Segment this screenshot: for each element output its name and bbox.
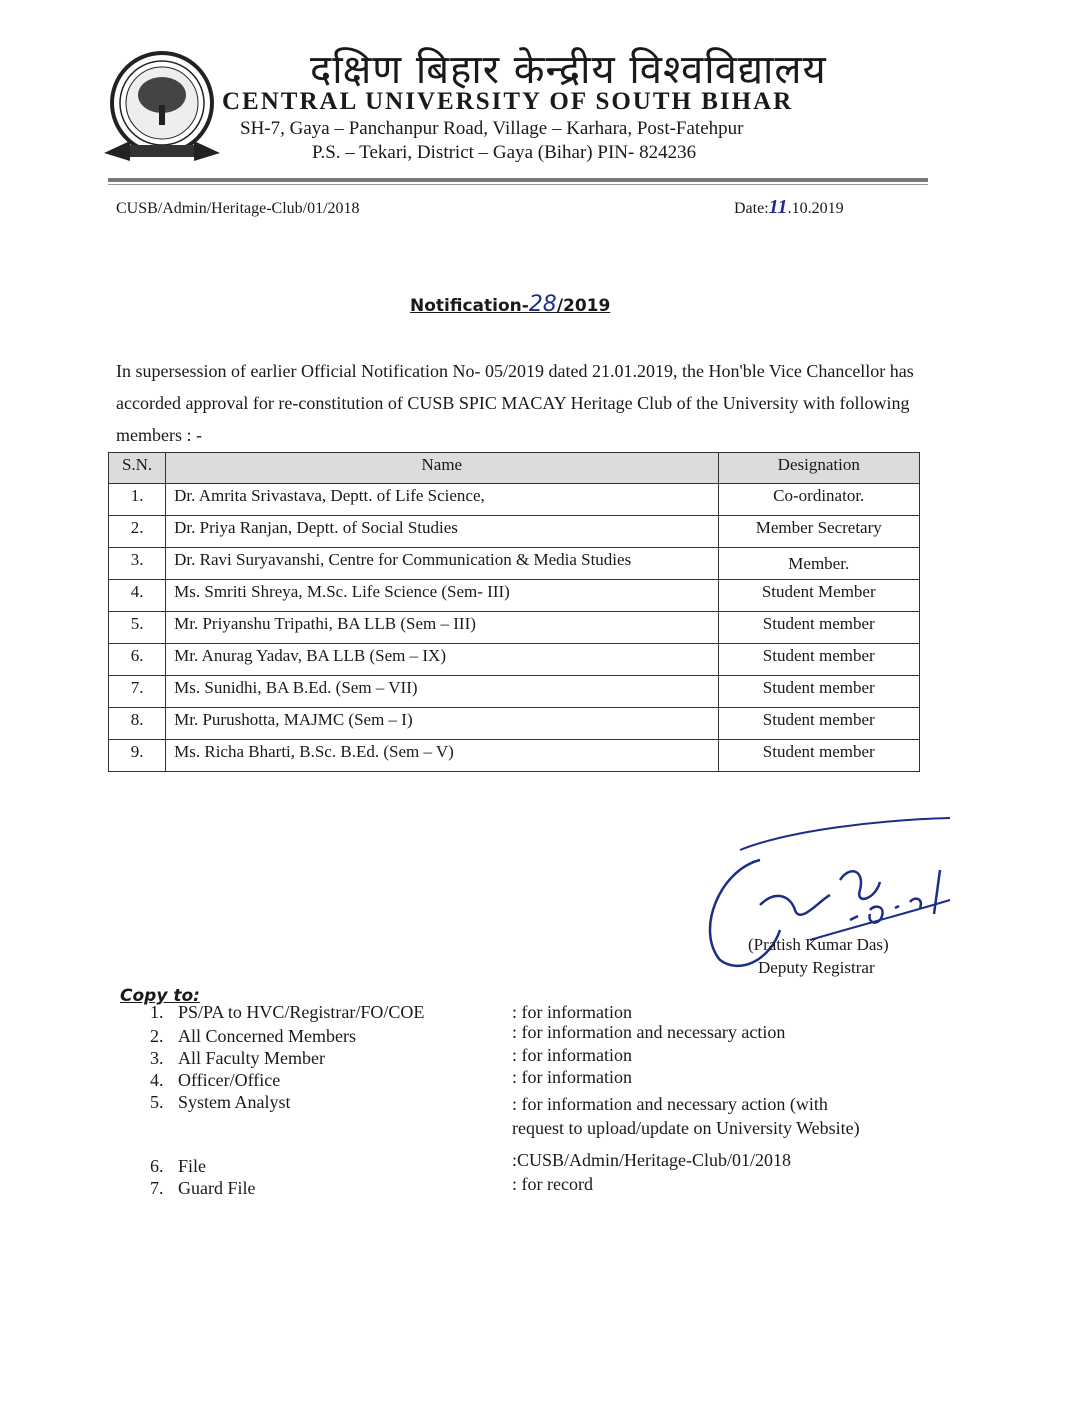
cell-sn: 7. xyxy=(109,676,166,708)
letterhead-divider xyxy=(108,178,928,182)
list-item-purpose: : for information and necessary action xyxy=(512,1022,786,1042)
cell-designation: Student member xyxy=(718,708,920,740)
list-item-purpose: : for record xyxy=(512,1174,593,1194)
list-item xyxy=(150,1026,356,1047)
list-item-purpose: :CUSB/Admin/Heritage-Club/01/2018 xyxy=(512,1150,791,1170)
signatory-name: (Pratish Kumar Das) xyxy=(748,935,889,954)
table-row xyxy=(109,740,920,772)
list-item-recipient: Guard File xyxy=(178,1178,256,1198)
cell-name: Dr. Ravi Suryavanshi, Centre for Communication & Media Studies xyxy=(166,548,718,580)
cell-name: Mr. Anurag Yadav, BA LLB (Sem – IX) xyxy=(166,644,718,676)
list-item xyxy=(150,1092,291,1113)
cell-sn: 2. xyxy=(109,516,166,548)
signatory-designation: Deputy Registrar xyxy=(758,958,875,977)
cell-designation: Member Secretary xyxy=(718,516,920,548)
cell-name: Mr. Purushotta, MAJMC (Sem – I) xyxy=(166,708,718,740)
cell-name: Ms. Richa Bharti, B.Sc. B.Ed. (Sem – V) xyxy=(166,740,718,772)
list-item-recipient: PS/PA to HVC/Registrar/FO/COE xyxy=(178,1002,425,1022)
list-item-number: 3. xyxy=(150,1048,164,1068)
list-item xyxy=(150,1070,280,1091)
cell-name: Ms. Smriti Shreya, M.Sc. Life Science (Sem- III) xyxy=(166,580,718,612)
cell-sn: 4. xyxy=(109,580,166,612)
column-header-designation: Designation xyxy=(718,453,920,484)
list-item-recipient: Officer/Office xyxy=(178,1070,281,1090)
list-item-purpose: : for information xyxy=(512,1002,632,1022)
date-day-handwritten: 11 xyxy=(768,196,788,218)
notification-year: /2019 xyxy=(556,296,611,316)
list-item-number: 7. xyxy=(150,1178,164,1198)
list-item-number: 5. xyxy=(150,1092,164,1112)
list-item-recipient: System Analyst xyxy=(178,1092,291,1112)
table-row xyxy=(109,484,920,516)
list-item-recipient: File xyxy=(178,1156,207,1176)
table-header-row xyxy=(109,453,920,484)
list-item-purpose: : for information xyxy=(512,1045,632,1065)
cell-sn: 1. xyxy=(109,484,166,516)
list-item-purpose: : for information and necessary action (with xyxy=(512,1094,828,1114)
letterhead-divider-thin xyxy=(108,184,928,185)
list-item-purpose: : for information xyxy=(512,1067,632,1087)
table-row xyxy=(109,644,920,676)
copy-to-label: Copy to: xyxy=(120,986,200,1006)
cell-name: Mr. Priyanshu Tripathi, BA LLB (Sem – III) xyxy=(166,612,718,644)
list-item-number: 6. xyxy=(150,1156,164,1176)
body-paragraph: In supersession of earlier Official Notification No- 05/2019 dated 21.01.2019, the Hon'ble Vice Chancellor has accorded approval for re-constitution of CUSB SPIC MACAY Heritage Club of the University with following members : - xyxy=(116,361,914,445)
column-header-name: Name xyxy=(166,453,718,484)
cell-designation: Student member xyxy=(718,612,920,644)
table-row xyxy=(109,676,920,708)
cell-sn: 5. xyxy=(109,612,166,644)
cell-sn: 6. xyxy=(109,644,166,676)
cell-designation: Student Member xyxy=(718,580,920,612)
list-item-purpose-continued: request to upload/update on University Website) xyxy=(512,1118,860,1138)
notification-prefix: Notification- xyxy=(410,296,529,316)
list-item xyxy=(150,1156,206,1177)
date-label: Date: xyxy=(734,200,769,217)
cell-designation: Member. xyxy=(718,548,920,580)
notification-title xyxy=(410,292,610,317)
cell-name: Dr. Amrita Srivastava, Deptt. of Life Science, xyxy=(166,484,718,516)
cell-sn: 9. xyxy=(109,740,166,772)
list-item-recipient: All Concerned Members xyxy=(178,1026,356,1046)
date-rest: .10.2019 xyxy=(787,200,844,217)
cell-designation: Student member xyxy=(718,644,920,676)
table-row xyxy=(109,708,920,740)
cell-designation: Student member xyxy=(718,676,920,708)
table-row xyxy=(109,516,920,548)
list-item-recipient: All Faculty Member xyxy=(178,1048,325,1068)
address-line-1: SH-7, Gaya – Panchanpur Road, Village – Karhara, Post-Fatehpur xyxy=(240,118,744,139)
members-table xyxy=(108,452,920,772)
cell-name: Dr. Priya Ranjan, Deptt. of Social Studies xyxy=(166,516,718,548)
date-line xyxy=(734,196,844,219)
table-row xyxy=(109,612,920,644)
address-line-2: P.S. – Tekari, District – Gaya (Bihar) PIN- 824236 xyxy=(312,142,697,163)
cell-sn: 3. xyxy=(109,548,166,580)
column-header-sn: S.N. xyxy=(109,453,166,484)
list-item-number: 4. xyxy=(150,1070,164,1090)
university-name-hindi: दक्षिण बिहार केन्द्रीय विश्वविद्यालय xyxy=(310,47,827,93)
cell-name: Ms. Sunidhi, BA B.Ed. (Sem – VII) xyxy=(166,676,718,708)
table-row xyxy=(109,580,920,612)
cell-designation: Co-ordinator. xyxy=(718,484,920,516)
notification-number-handwritten: 28 xyxy=(528,292,557,317)
cell-sn: 8. xyxy=(109,708,166,740)
reference-number: CUSB/Admin/Heritage-Club/01/2018 xyxy=(116,200,360,217)
list-item xyxy=(150,1048,325,1069)
cell-designation: Student member xyxy=(718,740,920,772)
university-seal-tree-icon xyxy=(100,45,224,169)
table-row xyxy=(109,548,920,580)
list-item xyxy=(150,1178,255,1199)
list-item-number: 2. xyxy=(150,1026,164,1046)
university-name-english: CENTRAL UNIVERSITY OF SOUTH BIHAR xyxy=(222,88,794,115)
list-item xyxy=(150,1002,424,1023)
list-item-number: 1. xyxy=(150,1002,164,1022)
